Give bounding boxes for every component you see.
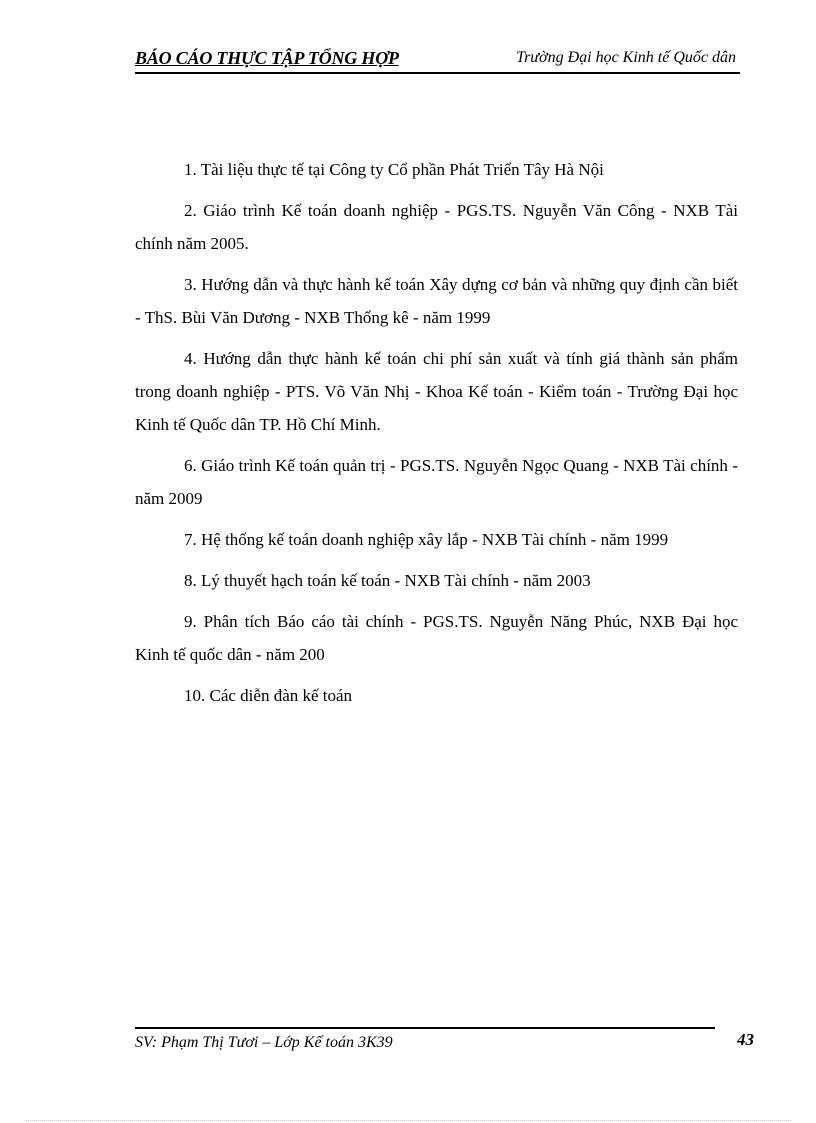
page-header	[135, 46, 740, 74]
reference-item-6: 6. Giáo trình Kế toán quản trị - PGS.TS. Nguyễn Ngọc Quang - NXB Tài chính - năm 2009	[135, 456, 738, 508]
footer-divider	[135, 1027, 715, 1029]
reference-item-2: 2. Giáo trình Kế toán doanh nghiệp - PGS.TS. Nguyễn Văn Công - NXB Tài chính năm 2005.	[135, 201, 738, 253]
reference-item-9: 9. Phân tích Báo cáo tài chính - PGS.TS. Nguyễn Năng Phúc, NXB Đại học Kinh tế quốc dân - năm 200	[135, 612, 738, 664]
reference-item-3: 3. Hướng dẫn và thực hành kế toán Xây dựng cơ bản và những quy định cần biết - ThS. Bùi Văn Dương - NXB Thống kê - năm 1999	[135, 275, 738, 327]
reference-list	[135, 153, 738, 720]
reference-item-1: 1. Tài liệu thực tế tại Công ty Cổ phần Phát Triển Tây Hà Nội	[184, 160, 604, 179]
page-number: 43	[737, 1030, 754, 1049]
report-title: BÁO CÁO THỰC TẬP TỔNG HỢP	[135, 48, 399, 68]
reference-item-8: 8. Lý thuyết hạch toán kế toán - NXB Tài chính - năm 2003	[184, 571, 591, 590]
reference-item-4: 4. Hướng dẫn thực hành kế toán chi phí sản xuất và tính giá thành sản phẩm trong doanh nghiệp - PTS. Võ Văn Nhị - Khoa Kế toán - Kiểm toán - Trường Đại học Kinh tế Quốc dân TP. Hồ Chí Minh.	[135, 349, 738, 434]
reference-item-10: 10. Các diễn đàn kế toán	[184, 686, 353, 705]
reference-item-7: 7. Hệ thống kế toán doanh nghiệp xây lắp - NXB Tài chính - năm 1999	[184, 530, 669, 549]
university-name: Trường Đại học Kinh tế Quốc dân	[516, 49, 736, 66]
student-info: SV: Phạm Thị Tươi – Lớp Kế toán 3K39	[135, 1034, 393, 1051]
page-bottom-border	[25, 1120, 791, 1121]
